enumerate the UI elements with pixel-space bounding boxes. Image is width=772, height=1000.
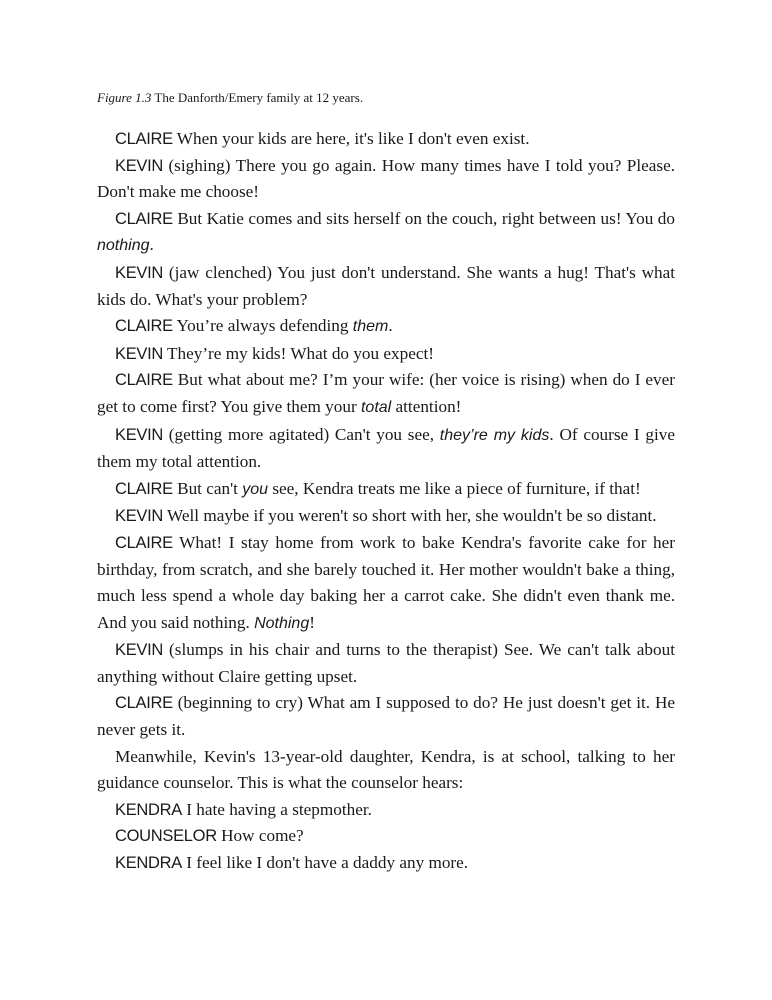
line-text: ! — [309, 612, 315, 632]
line-text: They’re my kids! What do you expect! — [163, 343, 434, 363]
narration-paragraph — [97, 744, 675, 797]
dialogue-line — [97, 637, 675, 690]
dialogue-line — [97, 341, 675, 368]
line-text: attention! — [391, 396, 462, 416]
line-text: I feel like I don't have a daddy any more. — [181, 853, 469, 873]
dialogue-line — [97, 690, 675, 743]
emphasized-text: Nothing — [254, 614, 310, 632]
line-text: (slumps in his chair and turns to the therapist) See. We can't talk about anything without Claire getting upset. — [97, 640, 675, 686]
dialogue-line — [97, 260, 675, 313]
speaker-name: CLAIRE — [115, 317, 173, 336]
line-text: But can't — [172, 478, 243, 498]
dialogue-line — [97, 126, 675, 153]
emphasized-text: them — [352, 318, 389, 336]
emphasized-text: they’re my kids — [439, 426, 550, 444]
emphasized-text: you — [242, 480, 269, 498]
line-text: (jaw clenched) You just don't understand. She wants a hug! That's what kids do. What's your problem? — [97, 262, 675, 309]
figure-caption-text: The Danforth/Emery family at 12 years. — [151, 90, 364, 105]
figure-label: Figure 1.3 — [97, 90, 152, 105]
speaker-name: CLAIRE — [115, 533, 173, 552]
speaker-name: KEVIN — [115, 263, 164, 282]
line-text: (beginning to cry) What am I supposed to do? He just doesn't get it. He never gets it. — [97, 693, 675, 740]
dialogue-line — [97, 206, 675, 260]
line-text: Meanwhile, Kevin's 13-year-old daughter, Kendra, is at school, talking to her guidance counselor. This is what the counselor hears: — [97, 746, 675, 793]
line-text: What! I stay home from work to bake Kendra's favorite cake for her birthday, from scratch, and she barely touched it. Her mother wouldn't bake a thing, much less spend a whole day baking her a carrot cake. She didn't even thank me. And you said nothing. — [97, 532, 675, 632]
speaker-name: CLAIRE — [115, 694, 173, 713]
speaker-name: CLAIRE — [115, 371, 173, 390]
speaker-name: KEVIN — [115, 425, 164, 444]
line-text: I hate having a stepmother. — [181, 799, 372, 819]
dialogue-body — [97, 126, 675, 877]
speaker-name: CLAIRE — [115, 209, 173, 228]
line-text: (getting more agitated) Can't you see, — [163, 424, 440, 444]
dialogue-line — [97, 850, 675, 877]
dialogue-line — [97, 476, 675, 504]
line-text: . — [388, 316, 393, 336]
line-text: Well maybe if you weren't so short with her, she wouldn't be so distant. — [163, 506, 657, 526]
dialogue-line — [97, 530, 675, 637]
speaker-name: COUNSELOR — [115, 827, 217, 846]
speaker-name: KENDRA — [115, 854, 182, 873]
emphasized-text: total — [360, 398, 392, 416]
speaker-name: KEVIN — [115, 507, 164, 526]
line-text: When your kids are here, it's like I don't even exist. — [172, 129, 530, 148]
line-text: . — [149, 235, 154, 255]
dialogue-line — [97, 503, 675, 530]
dialogue-line — [97, 823, 675, 850]
dialogue-line — [97, 367, 675, 421]
line-text: . Of course I give them my total attention. — [97, 424, 676, 472]
speaker-name: KEVIN — [115, 156, 164, 175]
speaker-name: CLAIRE — [115, 130, 173, 148]
speaker-name: KENDRA — [115, 800, 182, 819]
speaker-name: KEVIN — [115, 344, 164, 363]
line-text: But what about me? I’m your wife: (her voice is rising) when do I ever get to come first? You give them your — [97, 370, 675, 416]
dialogue-line — [97, 422, 675, 476]
dialogue-line — [97, 153, 675, 206]
figure-caption — [97, 90, 363, 106]
speaker-name: CLAIRE — [115, 479, 173, 498]
line-text: But Katie comes and sits herself on the couch, right between us! You do — [172, 208, 675, 228]
line-text: (sighing) There you go again. How many times have I told you? Please. Don't make me choose! — [97, 155, 675, 202]
emphasized-text: nothing — [97, 237, 150, 255]
speaker-name: KEVIN — [115, 641, 164, 660]
line-text: You’re always defending — [172, 316, 353, 336]
dialogue-line — [97, 797, 675, 824]
dialogue-line — [97, 313, 675, 341]
line-text: How come? — [216, 826, 304, 846]
line-text: see, Kendra treats me like a piece of furniture, if that! — [268, 478, 641, 498]
